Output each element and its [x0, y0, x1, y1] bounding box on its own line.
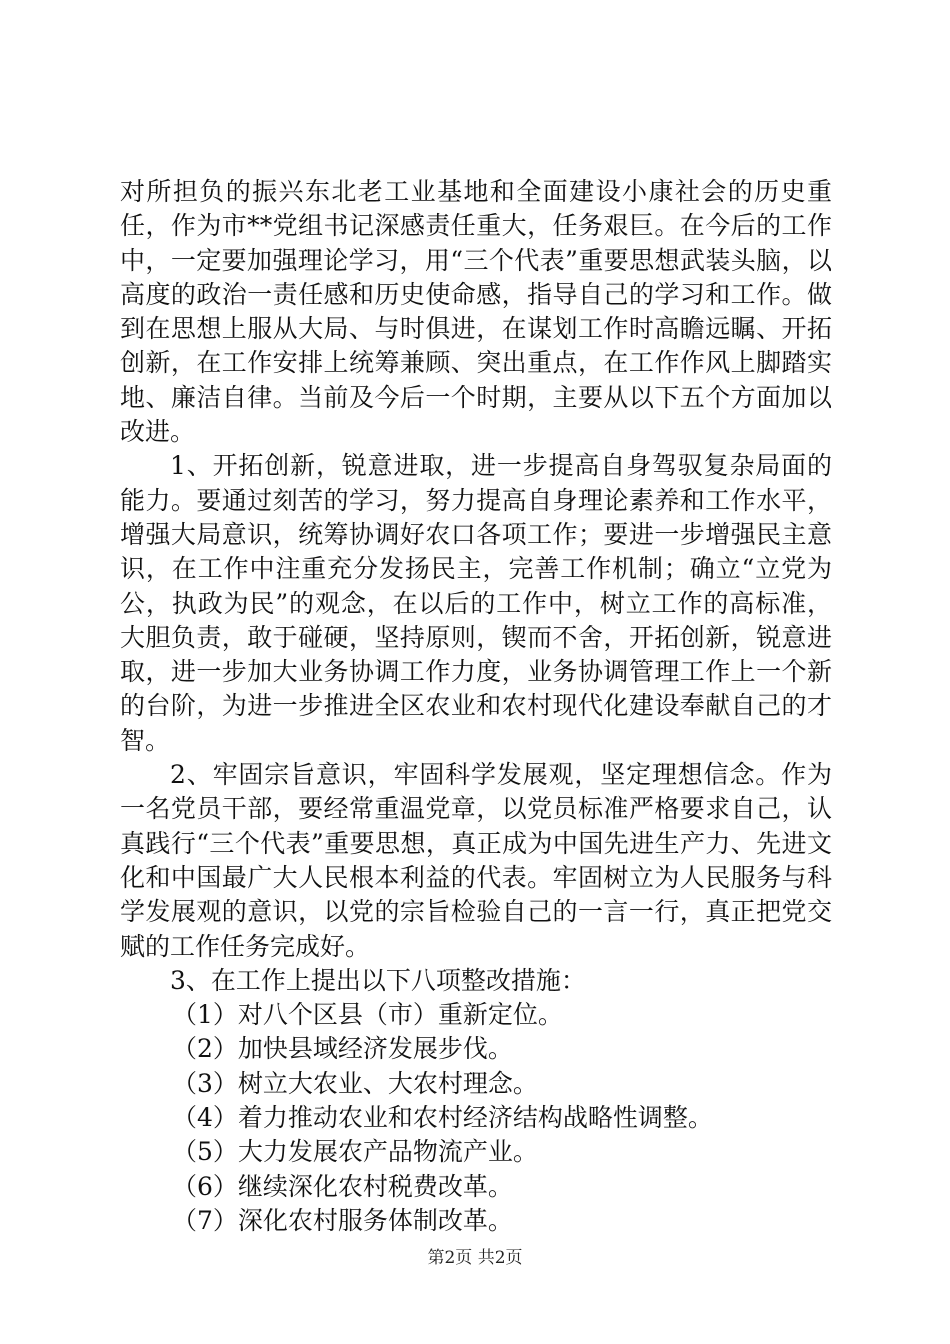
measures-list	[120, 998, 832, 1238]
point-1-paragraph: 1、开拓创新，锐意进取，进一步提高自身驾驭复杂局面的能力。要通过刻苦的学习，努力提高自身理论素养和工作水平，增强大局意识，统筹协调好农口各项工作；要进一步增强民主意识，在工作中注重充分发扬民主，完善工作机制；确立“立党为公，执政为民”的观念，在以后的工作中，树立工作的高标准，大胆负责，敢于碰硬，坚持原则，锲而不舍，开拓创新，锐意进取，进一步加大业务协调工作力度，业务协调管理工作上一个新的台阶，为进一步推进全区农业和农村现代化建设奉献自己的才智。	[120, 451, 832, 755]
page-number: 第2页 共2页	[427, 1248, 523, 1268]
measure-item-7: （7）深化农村服务体制改革。	[172, 1205, 513, 1235]
measure-item-4: （4）着力推动农业和农村经济结构战略性调整。	[172, 1103, 713, 1133]
document-body	[120, 175, 832, 1238]
point-2-paragraph: 2、牢固宗旨意识，牢固科学发展观，坚定理想信念。作为一名党员干部，要经常重温党章，以党员标准严格要求自己，认真践行“三个代表”重要思想，真正成为中国先进生产力、先进文化和中国最广大人民根本利益的代表。牢固树立为人民服务与科学发展观的意识，以党的宗旨检验自己的一言一行，真正把党交赋的工作任务完成好。	[120, 760, 832, 961]
measure-item-2: （2）加快县域经济发展步伐。	[172, 1034, 513, 1064]
measure-item-5: （5）大力发展农产品物流产业。	[172, 1137, 538, 1167]
intro-paragraph: 对所担负的振兴东北老工业基地和全面建设小康社会的历史重任，作为市**党组书记深感责任重大，任务艰巨。在今后的工作中，一定要加强理论学习，用“三个代表”重要思想武装头脑，以高度的政治一责任感和历史使命感，指导自己的学习和工作。做到在思想上服从大局、与时俱进，在谋划工作时高瞻远瞩、开拓创新，在工作安排上统筹兼顾、突出重点，在工作作风上脚踏实地、廉洁自律。当前及今后一个时期，主要从以下五个方面加以改进。	[120, 177, 832, 447]
point-3-heading: 3、在工作上提出以下八项整改措施：	[170, 965, 586, 995]
measure-item-6: （6）继续深化农村税费改革。	[172, 1171, 513, 1201]
measure-item-1: （1）对八个区县（市）重新定位。	[172, 1000, 563, 1030]
measure-item-3: （3）树立大农业、大农村理念。	[172, 1068, 538, 1098]
